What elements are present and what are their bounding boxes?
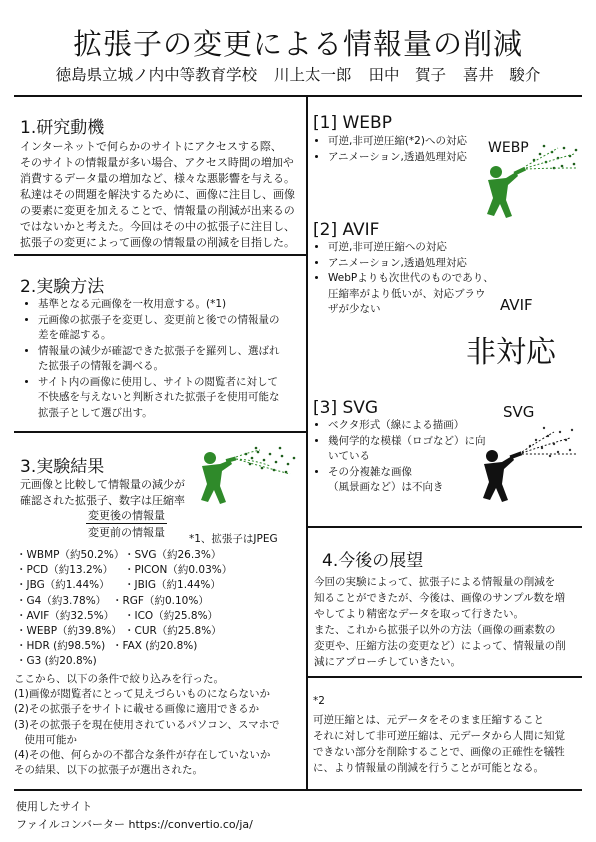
- divider-left-2: [14, 431, 306, 433]
- author-2: 田中 賀子: [368, 66, 446, 84]
- heading-svg: [3] SVG: [313, 398, 379, 418]
- svg-label: SVG: [503, 403, 535, 421]
- webp-list: [314, 134, 490, 165]
- section-heading-methods: 2.実験方法: [20, 277, 105, 297]
- avif-list: [314, 240, 504, 318]
- list-item: ・WEBP（約39.8%） ・CUR（約25.8%）: [16, 625, 222, 638]
- webp-label: WEBP: [488, 140, 529, 156]
- school-name: 徳島県立城ノ内中等教育学校: [55, 66, 258, 84]
- motive-line: そのサイトの情報量が多い場合、アクセス時間の増加や: [20, 156, 294, 169]
- footnote-2-body: 可逆圧縮とは、元データをそのまま圧縮すること それに対して非可逆圧縮は、元データから人間に知覚 できない部分を削除することで、画像の正確性を犠牲 に、より情報量の削減を行うことが可能となる。: [313, 714, 565, 774]
- motive-line: インターネットで何らかのサイトにアクセスする際、: [20, 140, 282, 153]
- footer-sources: 使用したサイト ファイルコンバーター https://convertio.co/ja/: [16, 800, 253, 831]
- conditions: ここから、以下の条件で絞り込みを行った。 (1)画像が閲覧者にとって見えづらいものにならないか (2)その拡張子をサイトに載せる画像に適用できるか (3)その拡張子を現在使用されているパソコン、スマホで 使用可能か (4)その他、何らかの不都合な条件が存在していないか その結果、以下の拡張子が選出された。: [14, 673, 280, 777]
- avif-label: AVIF: [500, 296, 533, 314]
- section-heading-outlook: 4.今後の展望: [322, 551, 424, 571]
- person-spraying-icon: [190, 444, 302, 520]
- list-item: ・AVIF（約32.5%） ・ICO（約25.8%）: [16, 609, 219, 622]
- unsupported-label: 非対応: [466, 335, 556, 370]
- heading-webp: [1] WEBP: [313, 113, 392, 133]
- list-item: ・HDR (約98.5%) ・FAX (約20.8%): [16, 640, 198, 653]
- motive-line: の要素に変更を加えることで、情報量の削減が出来るの: [20, 204, 295, 217]
- fraction-numerator: 変更後の情報量: [88, 509, 165, 522]
- page-title: 拡張子の変更による情報量の削減: [72, 27, 523, 61]
- divider-left-1: [14, 254, 306, 256]
- results-list: [16, 548, 306, 670]
- list-item: ・WBMP（約50.2%）・SVG（約26.3%）: [16, 549, 222, 561]
- list-item: • アニメーション,透過処理対応: [328, 150, 490, 166]
- motive-line: 私達はその問題を解決するために、画像に注目し、画像: [20, 188, 295, 201]
- list-item: • WebPよりも次世代のものであり、 圧縮率がより低いが、対応ブラウ ザが少ない: [328, 271, 504, 318]
- motive-body: [20, 139, 305, 251]
- list-item: • 可逆,非可逆圧縮への対応: [328, 240, 504, 256]
- list-item: • 幾何学的な模様（ロゴなど）に向 いている: [328, 434, 500, 465]
- list-item: • 基準となる元画像を一枚用意する。(*1): [38, 297, 302, 313]
- author-1: 川上太一郎: [274, 66, 352, 84]
- list-item: ・PCD（約13.2%） ・PICON（約0.03%）: [16, 564, 233, 577]
- list-item: • サイト内の画像に使用し、サイトの閲覧者に対して 不快感を与えないと判断された拡張子を使用可能な 拡張子として選び出す。: [38, 375, 302, 422]
- motive-line: 消費するデータ量の増加など、様々な悪影響を与える。: [20, 172, 295, 185]
- section-heading-motive: 1.研究動機: [20, 118, 105, 138]
- fraction-denominator: 変更前の情報量: [88, 526, 165, 539]
- divider-right-2: [306, 676, 582, 678]
- footnote-2-mark: *2: [313, 695, 325, 707]
- bottom-divider: [14, 789, 582, 791]
- list-item: • ベクタ形式（線による描画）: [328, 418, 500, 434]
- divider-right-1: [306, 526, 582, 528]
- list-item: • その分複雑な画像 （風景画など）は不向き: [328, 465, 500, 496]
- list-item: ・JBG（約1.44%） ・JBIG（約1.44%）: [16, 579, 221, 592]
- center-divider: [306, 95, 308, 791]
- list-item: • アニメーション,透過処理対応: [328, 256, 504, 272]
- author-3: 喜井 駿介: [462, 66, 541, 84]
- list-item: ・G4（約3.78%） ・RGF（約0.10%）: [16, 594, 209, 607]
- list-item: ・G3 (約20.8%): [16, 655, 97, 668]
- footnote-1: *1、拡張子はJPEG: [189, 533, 278, 545]
- list-item: • 情報量の減少が確認できた拡張子を羅列し、選ばれ た拡張子の情報を調べる。: [38, 344, 302, 375]
- motive-line: ではないかと考えた。今回はその中の拡張子に注目し、: [20, 220, 295, 233]
- person-spraying-icon: [474, 142, 584, 220]
- authors: [0, 63, 596, 85]
- motive-line: 拡張子の変更によって画像の情報量の削減を目指した。: [20, 236, 295, 249]
- results-intro: 元画像と比較して情報量の減少が 確認された拡張子、数字は圧縮率: [20, 478, 185, 507]
- top-divider: [14, 95, 582, 97]
- outlook-body: 今回の実験によって、拡張子による情報量の削減を 知ることができたが、今後は、画像のサンプル数を増 やしてより精密なデータを取って行きたい。 また、これから拡張子以外の方法（画像の画素数の 変更や、圧縮方法の変更など）によって、情報量の削 減にアプローチしていきたい。: [314, 576, 566, 668]
- methods-list: [24, 297, 302, 421]
- heading-avif: [2] AVIF: [313, 220, 380, 240]
- compression-fraction: [86, 507, 167, 540]
- section-heading-results: 3.実験結果: [20, 457, 105, 477]
- list-item: • 元画像の拡張子を変更し、変更前と後での情報量の 差を確認する。: [38, 313, 302, 344]
- list-item: • 可逆,非可逆圧縮(*2)への対応: [328, 134, 490, 150]
- person-spraying-icon: [470, 420, 582, 504]
